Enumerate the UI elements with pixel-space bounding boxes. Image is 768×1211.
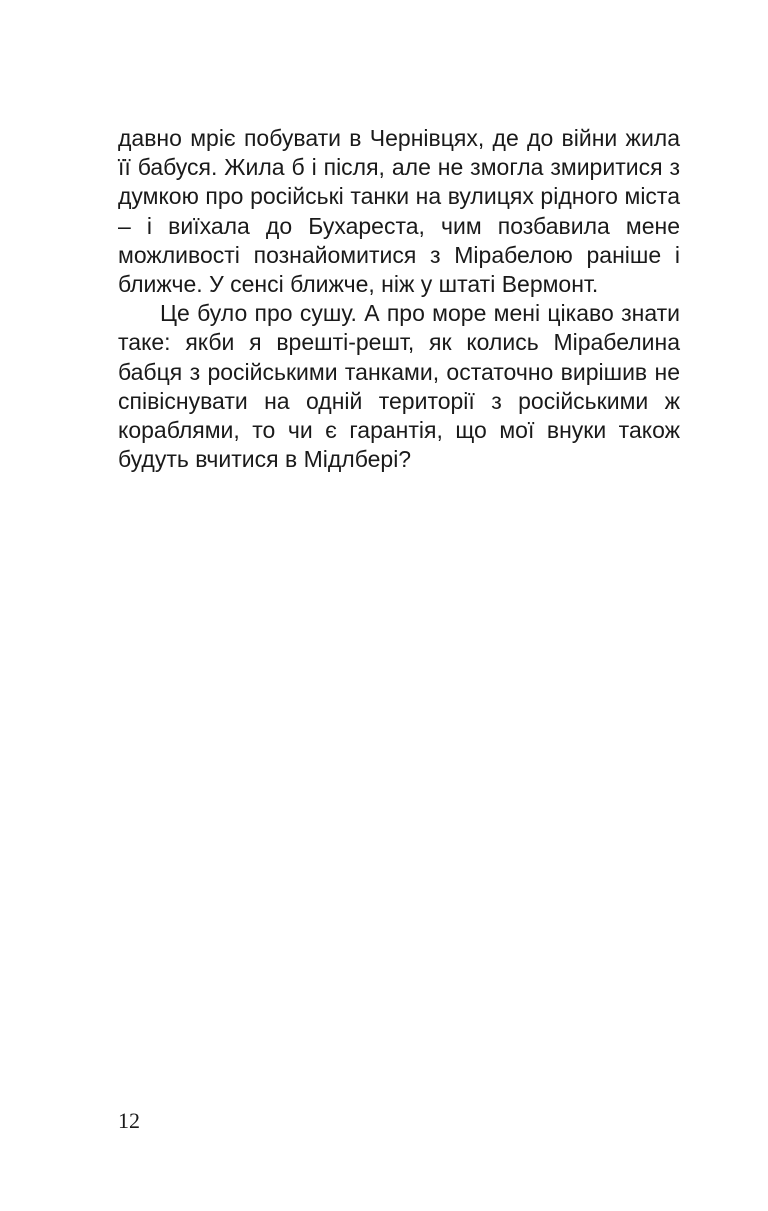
- page-number: 12: [118, 1108, 140, 1133]
- paragraph-continuation: давно мріє побувати в Чернівцях, де до війни жила її бабуся. Жила б і після, але не змогла змиритися з думкою про російські танки на вулицях рідного міста – і виїхала до Бухареста, чим позбавила мене можливості познайомитися з Мірабелою раніше і ближче. У сенсі ближче, ніж у штаті Вермонт.: [118, 125, 680, 298]
- body-text: [118, 124, 680, 474]
- paragraph: Це було про сушу. А про море мені цікаво знати таке: якби я врешті-решт, як колись Мірабелина бабця з російськими танками, остаточно вирішив не співіснувати на одній території з російськими ж кораблями, то чи є гарантія, що мої внуки також будуть вчитися в Мідлбері?: [118, 300, 680, 473]
